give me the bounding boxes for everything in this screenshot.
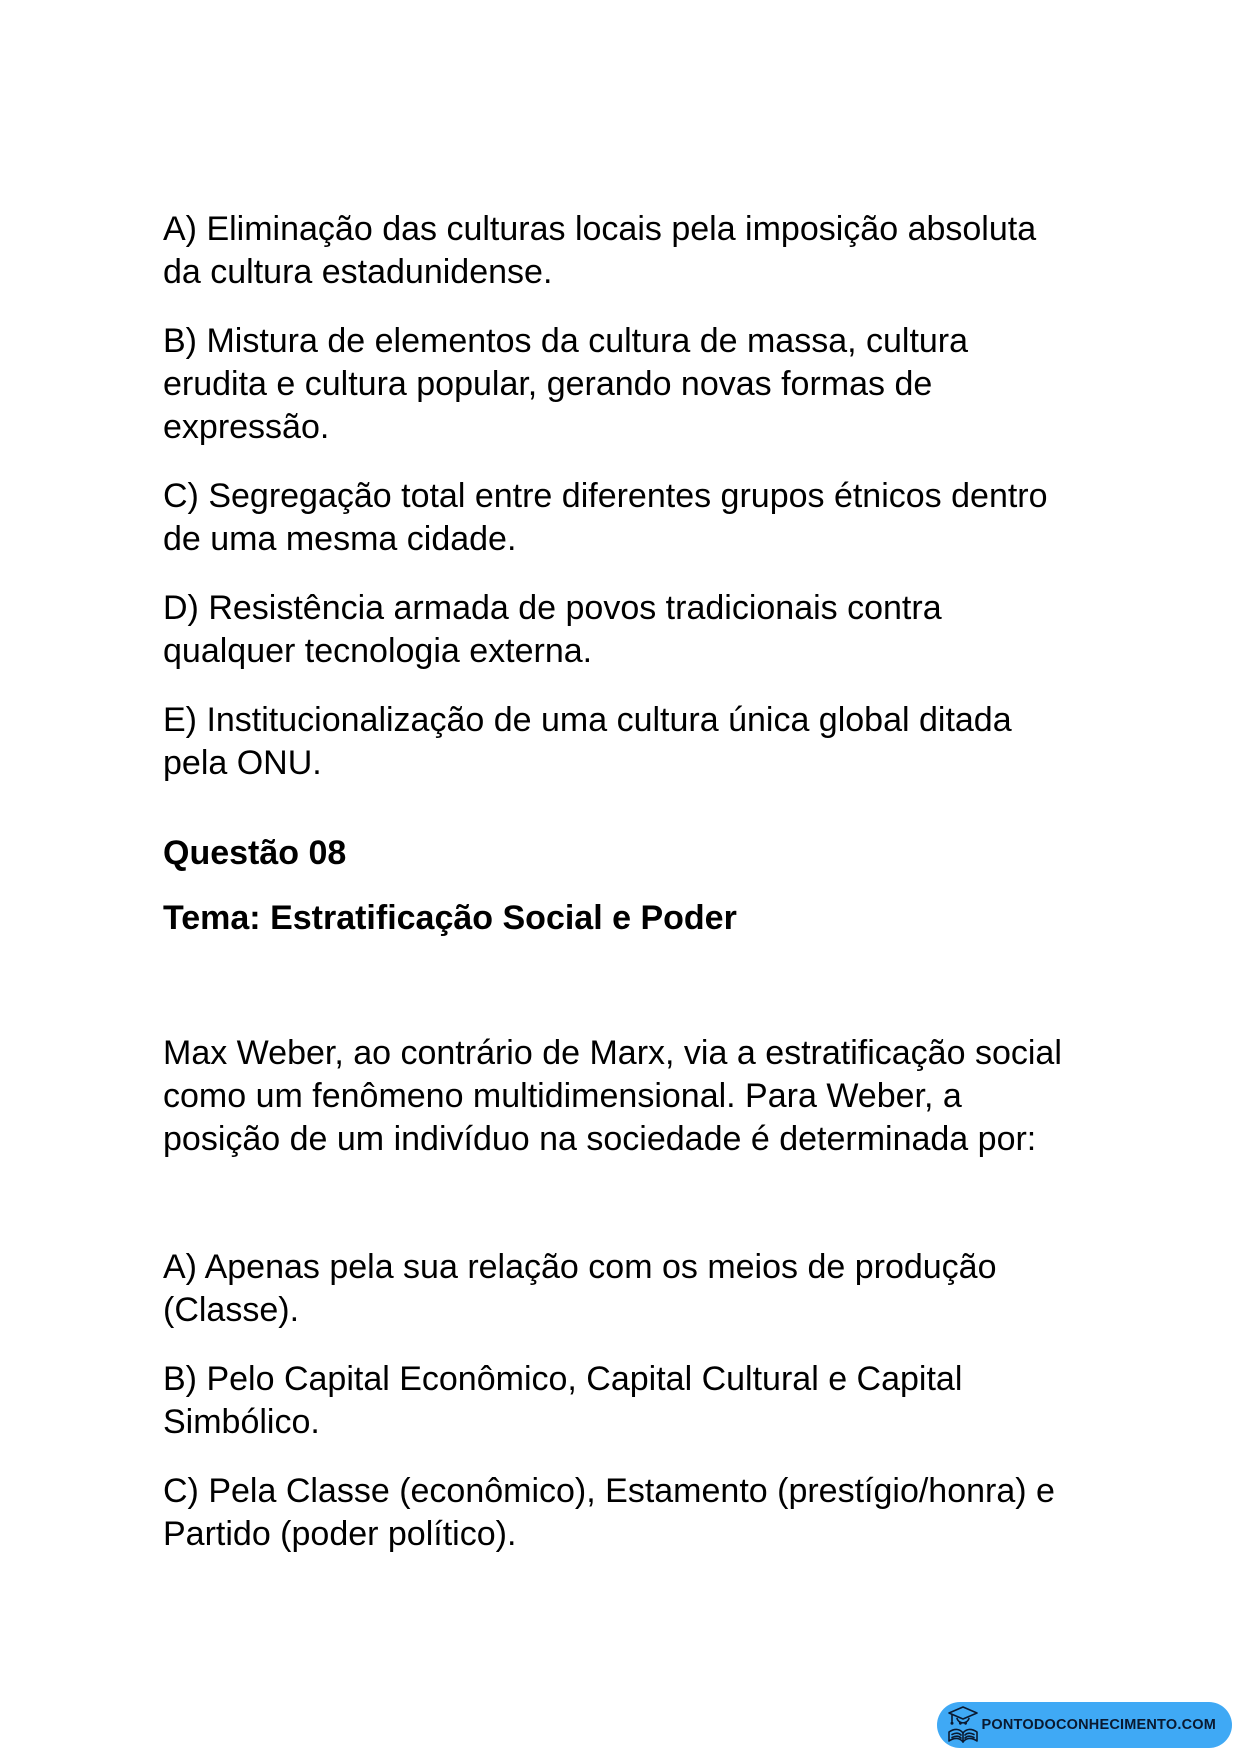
document-content [163,208,1073,1582]
prev-option-e: E) Institucionalização de uma cultura única global ditada pela ONU. [163,701,1012,782]
graduate-reading-book-icon [947,1705,979,1745]
question-number: Questão 08 [163,834,347,872]
option-c: C) Pela Classe (econômico), Estamento (prestígio/honra) e Partido (poder político). [163,1472,1055,1553]
site-badge[interactable] [937,1702,1232,1748]
site-badge-label: PONTODOCONHECIMENTO.COM [981,1717,1216,1733]
prev-option-a: A) Eliminação das culturas locais pela imposição absoluta da cultura estadunidense. [163,210,1037,291]
option-a: A) Apenas pela sua relação com os meios de produção (Classe). [163,1248,997,1329]
question-theme: Tema: Estratificação Social e Poder [163,899,737,937]
prev-option-b: B) Mistura de elementos da cultura de massa, cultura erudita e cultura popular, gerando novas formas de expressão. [163,322,969,446]
question-statement: Max Weber, ao contrário de Marx, via a estratificação social como um fenômeno multidimensional. Para Weber, a posição de um indivíduo na sociedade é determinada por: [163,1034,1062,1158]
prev-option-c: C) Segregação total entre diferentes grupos étnicos dentro de uma mesma cidade. [163,477,1048,558]
option-b: B) Pelo Capital Econômico, Capital Cultural e Capital Simbólico. [163,1360,963,1441]
prev-option-d: D) Resistência armada de povos tradicionais contra qualquer tecnologia externa. [163,589,942,670]
